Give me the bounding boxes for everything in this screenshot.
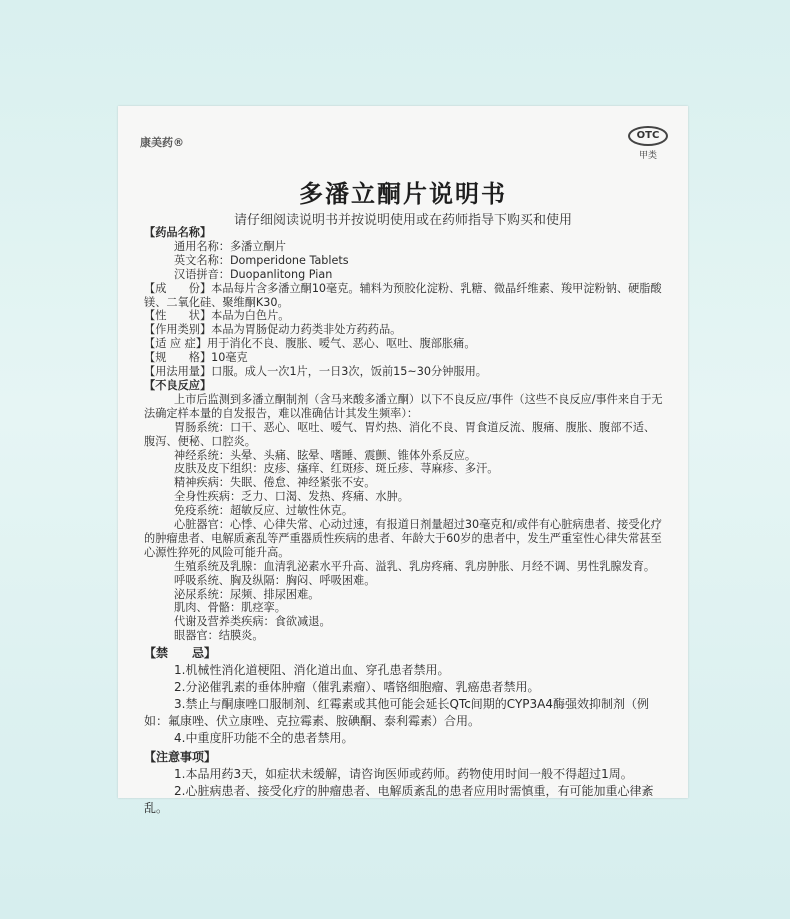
- adverse-general: 全身性疾病：乏力、口渴、发热、疼痛、水肿。: [174, 490, 409, 504]
- otc-label: OTC: [628, 126, 668, 146]
- otc-class: 甲类: [638, 151, 657, 161]
- pinyin-name: 汉语拼音：Duopanlitong Pian: [174, 267, 333, 281]
- adverse-neuro: 神经系统：头晕、头痛、眩晕、嗜睡、震颤、锥体外系反应。: [174, 448, 477, 462]
- adverse-muscle: 肌肉、骨骼：肌痉挛。: [174, 601, 286, 615]
- adverse-metabolic: 代谢及营养类疾病：食欲减退。: [174, 615, 331, 629]
- otc-badge: [628, 126, 668, 161]
- contraindication-item: 3.禁止与酮康唑口服制剂、红霉素或其他可能会延长QTc间期的CYP3A4酶强效抑制剂（例如：氟康唑、伏立康唑、克拉霉素、胺碘酮、泰利霉素）合用。: [144, 697, 649, 729]
- page-title: 多潘立酮片说明书: [299, 180, 507, 208]
- section-appearance: 【性 状】本品为白色片。: [144, 309, 290, 323]
- contraindication-item: 2.分泌催乳素的垂体肿瘤（催乳素瘤）、嗜铬细胞瘤、乳癌患者禁用。: [174, 680, 540, 695]
- precaution-item: 2.心脏病患者、接受化疗的肿瘤患者、电解质紊乱的患者应用时需慎重，有可能加重心律紊乱。: [144, 784, 654, 816]
- adverse-cardiac: 心脏器官：心悸、心律失常、心动过速，有报道日剂量超过30毫克和/或伴有心脏病患者、接受化疗的肿瘤患者、电解质紊乱等严重器质性疾病的患者、年龄大于60岁的患者中，发生严重室性心律失常甚至心源性猝死的风险可能升高。: [144, 518, 662, 559]
- adverse-intro: 上市后监测到多潘立酮制剂（含马来酸多潘立酮）以下不良反应/事件（这些不良反应/事件来自于无法确定样本量的自发报告，难以准确估计其发生频率）：: [144, 392, 663, 420]
- adverse-immune: 免疫系统：超敏反应、过敏性休克。: [174, 504, 354, 518]
- english-name: 英文名称：Domperidone Tablets: [174, 253, 349, 267]
- adverse-eye: 眼器官：结膜炎。: [174, 629, 264, 643]
- section-drug-name-header: 【药品名称】: [144, 226, 212, 239]
- section-composition: 【成 份】本品每片含多潘立酮10毫克。辅料为预胶化淀粉、乳糖、微晶纤维素、羧甲淀粉钠、硬脂酸镁、二氧化硅、聚维酮K30。: [144, 281, 662, 309]
- leaflet-page: [118, 106, 688, 816]
- adverse-repro: 生殖系统及乳腺：血清乳泌素水平升高、溢乳、乳房疼痛、乳房肿胀、月经不调、男性乳腺发育。: [174, 559, 656, 573]
- generic-name: 通用名称：多潘立酮片: [174, 239, 286, 253]
- precaution-item: 1.本品用药3天，如症状未缓解，请咨询医师或药师。药物使用时间一般不得超过1周。: [174, 767, 633, 782]
- section-adverse-header: 【不良反应】: [144, 378, 212, 392]
- contraindication-item: 4.中重度肝功能不全的患者禁用。: [174, 731, 354, 746]
- adverse-skin: 皮肤及皮下组织：皮疹、瘙痒、红斑疹、斑丘疹、荨麻疹、多汗。: [174, 462, 499, 476]
- section-contraindications-header: 【禁 忌】: [144, 646, 217, 661]
- brand-logo: 康美药®: [140, 136, 184, 149]
- section-indications: 【适 应 症】用于消化不良、腹胀、嗳气、恶心、呕吐、腹部胀痛。: [144, 337, 476, 351]
- section-precautions-header: 【注意事项】: [144, 750, 217, 765]
- section-category: 【作用类别】本品为胃肠促动力药类非处方药药品。: [144, 323, 402, 337]
- adverse-gi: 胃肠系统：口干、恶心、呕吐、嗳气、胃灼热、消化不良、胃食道反流、腹痛、腹胀、腹部不适、腹泻、便秘、口腔炎。: [144, 420, 656, 448]
- page-subtitle: 请仔细阅读说明书并按说明使用或在药师指导下购买和使用: [233, 213, 572, 228]
- section-dosage: 【用法用量】口服。成人一次1片，一日3次，饭前15~30分钟服用。: [144, 365, 487, 379]
- contraindication-item: 1.机械性消化道梗阻、消化道出血、穿孔患者禁用。: [174, 663, 450, 678]
- adverse-resp: 呼吸系统、胸及纵隔：胸闷、呼吸困难。: [174, 573, 376, 587]
- adverse-urinary: 泌尿系统：尿频、排尿困难。: [174, 587, 320, 601]
- adverse-psych: 精神疾病：失眠、倦怠、神经紧张不安。: [174, 476, 376, 490]
- section-specification: 【规 格】10毫克: [144, 351, 248, 365]
- leaflet-body: [144, 226, 666, 817]
